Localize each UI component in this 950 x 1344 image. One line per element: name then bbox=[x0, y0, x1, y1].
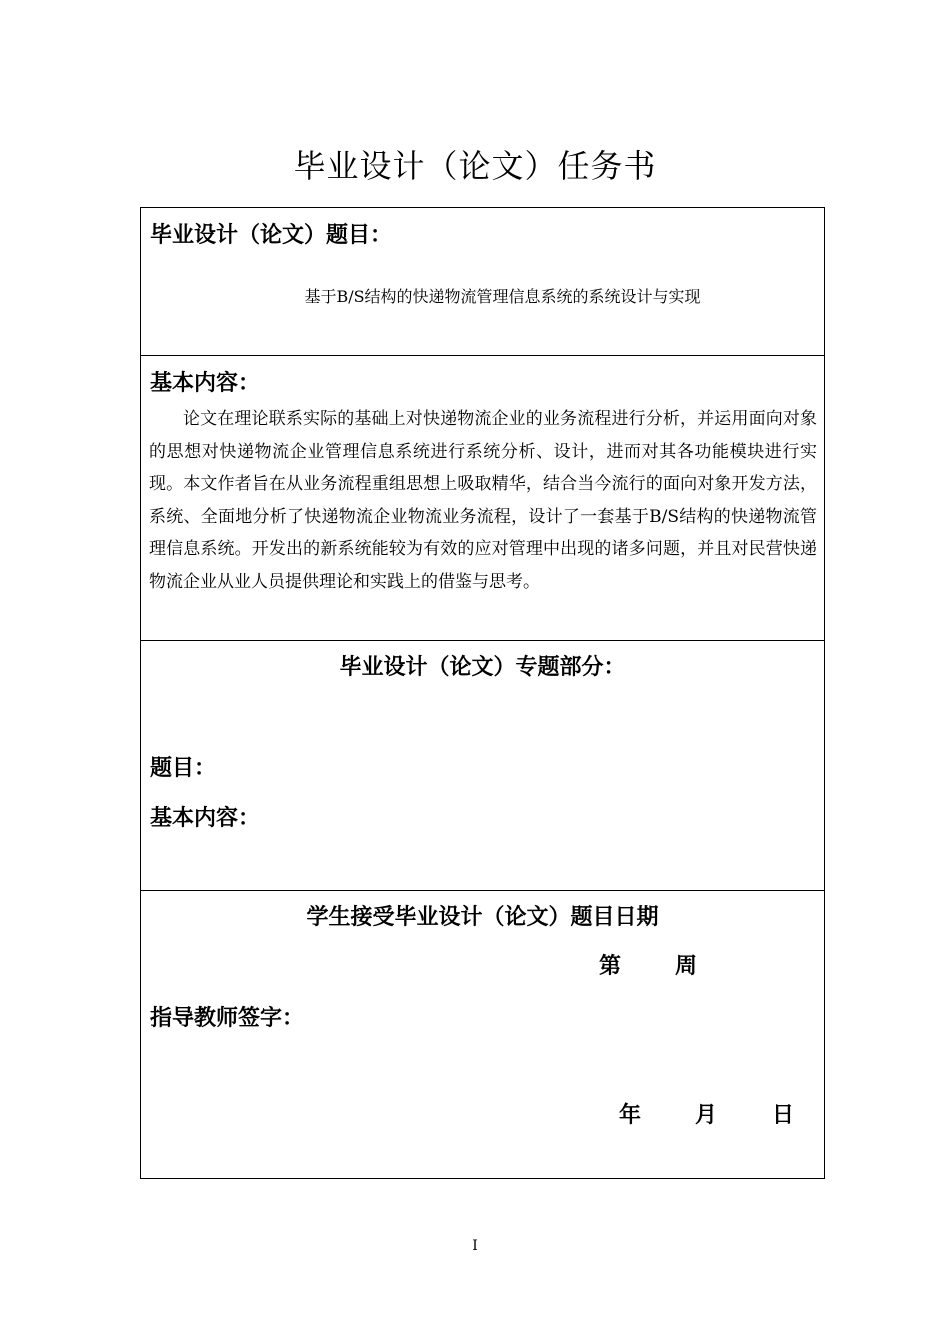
topic-label: 毕业设计（论文）题目： bbox=[150, 223, 393, 248]
year-label: 年 bbox=[619, 1103, 642, 1128]
month-label: 月 bbox=[695, 1103, 718, 1128]
special-content-label: 基本内容： bbox=[150, 806, 261, 831]
topic-section bbox=[141, 208, 824, 356]
special-topic-label: 题目： bbox=[150, 756, 217, 781]
document-title: 毕业设计（论文）任务书 bbox=[293, 147, 657, 185]
content-paragraph: 论文在理论联系实际的基础上对快递物流企业的业务流程进行分析，并运用面向对象的思想对快递物流企业管理信息系统进行系统分析、设计，进而对其各功能模块进行实现。本文作者旨在从业务流程重组思想上吸取精华，结合当今流行的面向对象开发方法，系统、全面地分析了快递物流企业物流业务流程，设计了一套基于B/S结构的快递物流管理信息系统。开发出的新系统能较为有效的应对管理中出现的诸多问题，并且对民营快递物流企业从业人员提供理论和实践上的借鉴与思考。 bbox=[149, 409, 817, 592]
special-section bbox=[141, 641, 824, 891]
week-suffix: 周 bbox=[675, 954, 698, 979]
page-number: I bbox=[472, 1238, 478, 1254]
special-label: 毕业设计（论文）专题部分： bbox=[339, 655, 626, 680]
week-prefix: 第 bbox=[599, 954, 622, 979]
day-label: 日 bbox=[772, 1103, 795, 1128]
date-section bbox=[141, 891, 824, 1178]
advisor-signature-label: 指导教师签字： bbox=[150, 1006, 305, 1031]
task-form-table bbox=[140, 207, 825, 1179]
receive-date-label: 学生接受毕业设计（论文）题目日期 bbox=[306, 905, 659, 930]
content-label: 基本内容： bbox=[150, 371, 261, 396]
thesis-topic: 基于B/S结构的快递物流管理信息系统的系统设计与实现 bbox=[304, 287, 701, 306]
